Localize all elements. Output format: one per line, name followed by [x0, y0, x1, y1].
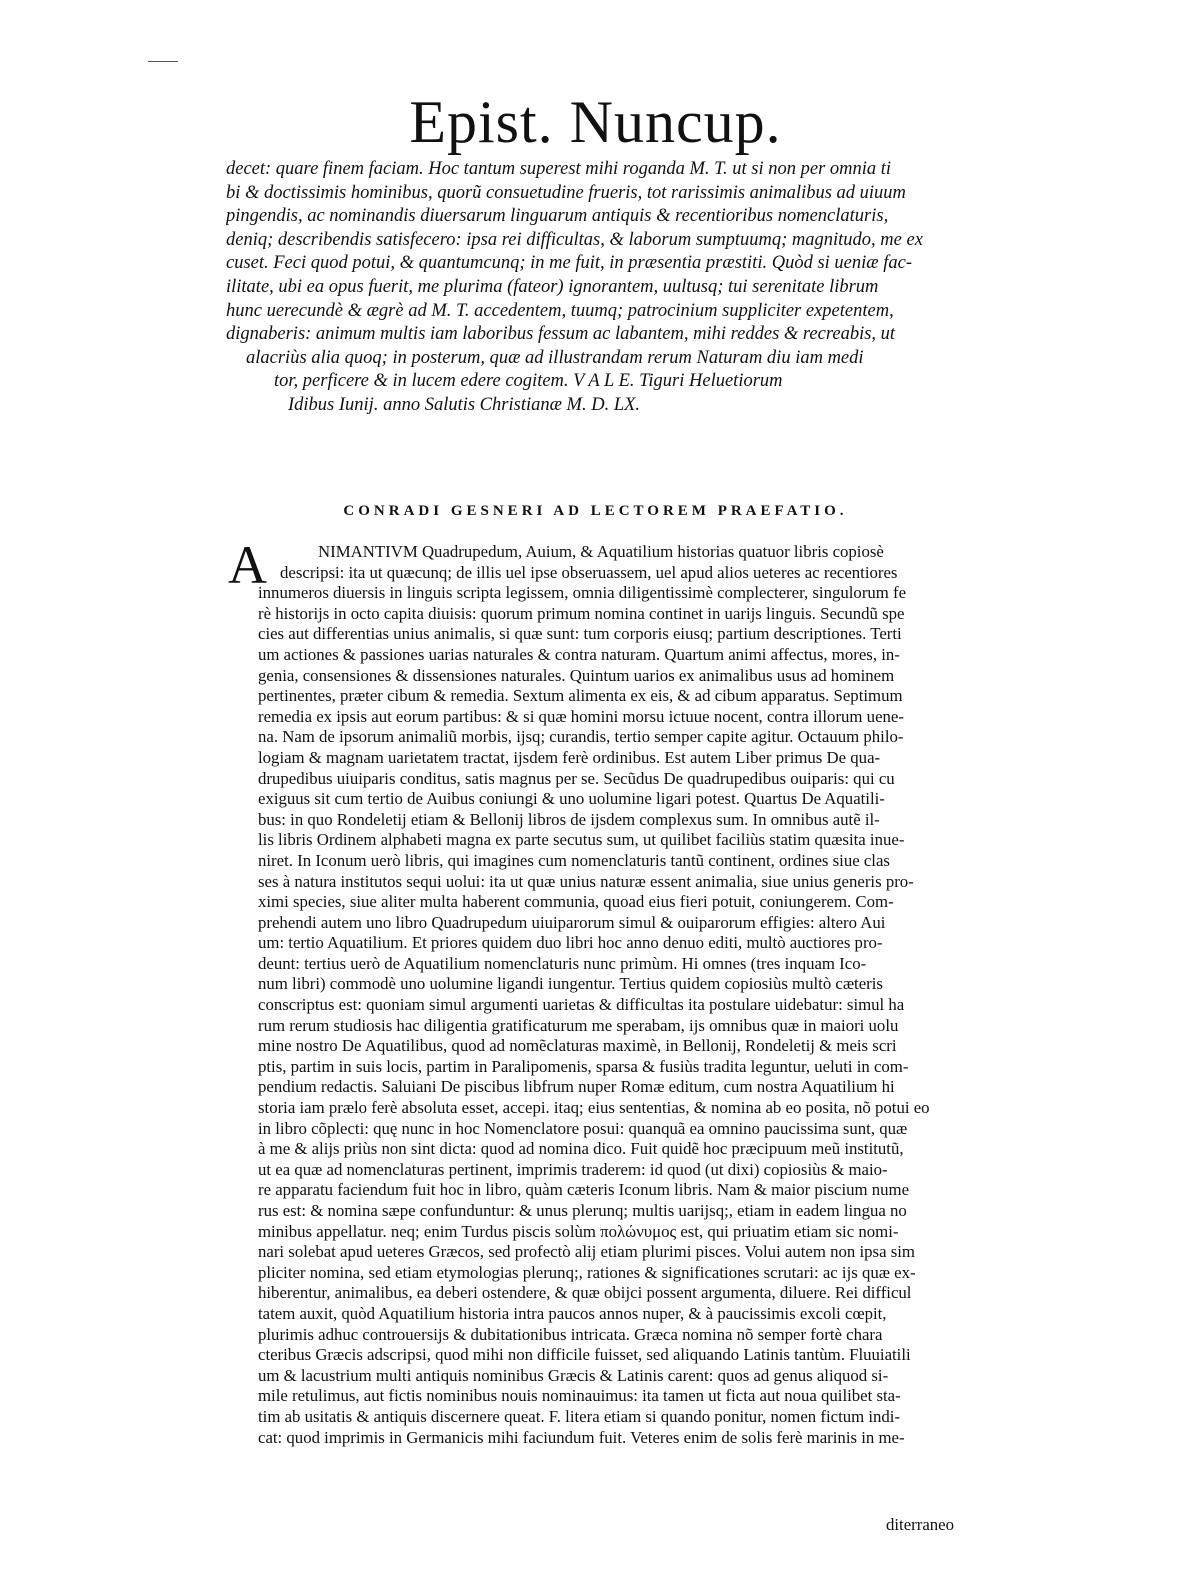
epistle-line: tor, perficere & in lucem edere cogitem. V A L E. Tiguri Heluetiorum: [274, 371, 783, 392]
epistle-line: decet: quare finem faciam. Hoc tantum superest mihi roganda M. T. ut si non per omnia ti: [226, 159, 892, 179]
preface-line: plurimis adhuc controuersijs & dubitationibus intricata. Græca nomina nõ semper fortè chara: [258, 1324, 883, 1344]
preface-line: descripsi: ita ut quæcunq; de illis uel ipse obseruassem, uel apud alios ueteres ac recentiores: [280, 562, 898, 582]
margin-rule: [148, 61, 178, 62]
preface-line: deunt: tertius uerò de Aquatilium nomenclaturis nunc primùm. Hi omnes (tres inquam Ico-: [258, 953, 867, 973]
page-title: Epist. Nuncup.: [409, 89, 782, 155]
preface-line: niret. In Iconum uerò libris, qui imagines cum nomenclaturis tantũ continent, ordines siue clas: [258, 850, 890, 870]
preface-line: pertinentes, præter cibum & remedia. Sextum alimenta ex eis, & ad cibum apparatus. Septimum: [258, 686, 903, 706]
preface-line: à me & alijs priùs non sint dicta: quod ad nomina dico. Fuit quidẽ hoc præcipuum meũ institutũ,: [258, 1139, 904, 1159]
epistle-line: ilitate, ubi ea opus fuerit, me plurima (fateor) ignorantem, uultusq; tui serenitate librum: [226, 276, 879, 297]
preface-line: tim ab usitatis & antiquis discernere queat. F. litera etiam si quando ponitur, nomen fictum indi-: [258, 1406, 901, 1426]
preface-line: rè historijs in octo capita diuisis: quorum primum nomina continet in uarijs linguis. Secundũ spe: [258, 603, 905, 623]
preface-line: pliciter nomina, sed etiam etymologias plerunq;, rationes & significationes scrutari: ac ijs quæ ex-: [258, 1262, 916, 1282]
preface-line: num libri) commodè uno uolumine ligandi iungentur. Tertius quidem copiosiùs multò cæteris: [258, 974, 883, 994]
preface-line: mile retulimus, aut fictis nominibus nouis nominauimus: ita tamen ut ficta aut noua quilibet sta-: [258, 1386, 901, 1406]
preface-line: cat: quod imprimis in Germanicis mihi faciundum fuit. Veteres enim de solis ferè marinis in me-: [258, 1427, 905, 1447]
epistle-line: deniq; describendis satisfecero: ipsa rei difficultas, & laborum sumptuumq; magnitudo, me ex: [226, 229, 923, 250]
preface-line: innumeros diuersis in linguis scripta legissem, omnia diligentissimè complecterer, singulorum fe: [258, 583, 907, 603]
preface-line: hiberentur, animalibus, ea deberi ostendere, & quæ obijci possent argumenta, diluere. Rei difficul: [258, 1283, 912, 1303]
epistle-line: cuset. Feci quod potui, & quantumcunq; in me fuit, in præsentia præstiti. Quòd si ueniæ fac-: [226, 253, 912, 274]
preface-line: um actiones & passiones uarias naturales & contra naturam. Quartum animi affectus, mores, in-: [258, 644, 900, 664]
preface-line: NIMANTIVM Quadrupedum, Auium, & Aquatilium historias quatuor libris copiosè: [318, 542, 884, 561]
epistle-line: hunc uerecundè & ægrè ad M. T. accedentem, tuumq; patrocinium suppliciter expetentem,: [226, 300, 894, 321]
preface-line: nari solebat apud ueteres Græcos, sed profectò alij etiam plurimi pisces. Volui autem non ipsa sim: [258, 1242, 915, 1262]
drop-cap: A: [228, 535, 267, 595]
preface-line: exiguus sit cum tertio de Auibus coniungi & uno uolumine ligari potest. Quartus De Aquatili-: [258, 789, 885, 809]
preface-line: cteribus Græcis adscripsi, quod mihi non difficile fuisset, sed aliquando Latinis tantùm. Fluuiatili: [258, 1345, 911, 1365]
preface-line: ximi species, siue aliter multa haberent communia, quoad eius fieri potuit, coniungerem. Com-: [258, 892, 894, 912]
preface-line: minibus appellatur. neq; enim Turdus piscis solùm πολώνυμος est, qui priuatim etiam sic nomi-: [258, 1221, 899, 1241]
preface-line: um & lacustrium multi antiquis nominibus Græcis & Latinis carent: quos ad genus aliquod si-: [258, 1365, 889, 1385]
preface-line: ptis, partim in suis locis, partim in Paralipomenis, sparsa & fusiùs tradita leguntur, ueluti in com-: [258, 1056, 909, 1076]
epistle-line: dignaberis: animum multis iam laboribus fessum ac labantem, mihi reddes & recreabis, ut: [226, 324, 896, 345]
preface-line: bus: in quo Rondeletij etiam & Bellonij libros de ijsdem complexus sum. In omnibus autẽ il-: [258, 809, 880, 829]
preface-line: um: tertio Aquatilium. Et priores quidem duo libri hoc anno denuo editi, multò auctiores pro-: [258, 933, 883, 953]
preface-line: lis libris Ordinem alphabeti magna ex parte secutus sum, ut quilibet faciliùs statim quæsita inue-: [258, 830, 905, 850]
preface-line: prehendi autem uno libro Quadrupedum uiuiparorum simul & ouiparorum effigies: altero Aui: [258, 912, 886, 932]
preface-line: cies aut differentias unius animalis, si quæ sunt: tum corporis eiusq; partium descriptiones. Terti: [258, 624, 902, 644]
preface-line: logiam & magnam uarietatem tractat, ijsdem ferè ordinibus. Est autem Liber primus De qua-: [258, 747, 881, 767]
preface-line: pendium redactis. Saluiani De piscibus libfrum nuper Romæ editum, cum nostra Aquatilium hi: [258, 1077, 895, 1097]
preface-text: [258, 542, 968, 1448]
epistle-text: [226, 158, 966, 418]
preface-line: remedia ex ipsis aut eorum partibus: & si quæ homini morsu ictuue nocent, contra illorum uene-: [258, 706, 904, 726]
preface-line: conscriptus est: quoniam simul argumenti uarietas & difficultas ita postulare uidebatur: simul ha: [258, 995, 905, 1015]
preface-heading: CONRADI GESNERI AD LECTOREM PRAEFATIO.: [343, 503, 848, 519]
epistle-line: bi & doctissimis hominibus, quorũ consuetudine frueris, tot rarissimis animalibus ad uiuum: [226, 182, 906, 203]
preface-line: storia iam prælo ferè absoluta esset, accepi. itaq; eius sententias, & nomina ab eo posita, nõ potui eo: [258, 1098, 930, 1118]
preface-line: rus est: & nomina sæpe confunduntur: & unus plerunq; multis uarijsq;, etiam in eadem lingua no: [258, 1201, 907, 1220]
preface-line: mine nostro De Aquatilibus, quod ad nomẽclaturas maximè, in Bellonij, Rondeletij & meis scri: [258, 1036, 897, 1056]
epistle-line: alacriùs alia quoq; in posterum, quæ ad illustrandam rerum Naturam diu iam medi: [246, 347, 864, 368]
preface-line: genia, consensiones & dissensiones naturales. Quintum uarios ex animalibus usus ad hominem: [258, 665, 895, 685]
preface-line: tatem auxit, quòd Aquatilium historia intra paucos annos nuper, & à paucissimis excoli cœpit,: [258, 1303, 887, 1323]
epistle-line: pingendis, ac nominandis diuersarum linguarum antiquis & recentioribus nomenclaturis,: [226, 206, 889, 227]
catchword: diterraneo: [886, 1515, 955, 1534]
preface-line: ut ea quæ ad nomenclaturas pertinent, imprimis traderem: id quod (ut dixi) copiosiùs & maio-: [258, 1159, 888, 1179]
preface-line: drupedibus uiuiparis conditus, satis magnus per se. Secũdus De quadrupedibus ouiparis: qui cu: [258, 768, 895, 788]
preface-line: in libro cõplecti: quę nunc in hoc Nomenclatore posui: quanquã ea omnino paucissima sunt, quæ: [258, 1118, 908, 1138]
preface-line: rum rerum studiosis hac diligentia gratificaturum me sperabam, ijs omnibus quæ in maiori uolu: [258, 1015, 899, 1035]
preface-line: ses à natura institutos sequi uolui: ita ut quæ unius naturæ essent animalia, siue unius generis pro-: [258, 871, 914, 891]
epistle-line: Idibus Iunij. anno Salutis Christianæ M. D. LX.: [288, 394, 641, 415]
preface-line: na. Nam de ipsorum animaliũ morbis, ijsq; curandis, tertio semper capite agitur. Octauum philo-: [258, 727, 904, 747]
preface-line: re apparatu faciendum fuit hoc in libro, quàm cæteris Iconum libris. Nam & maior piscium nume: [258, 1180, 910, 1200]
